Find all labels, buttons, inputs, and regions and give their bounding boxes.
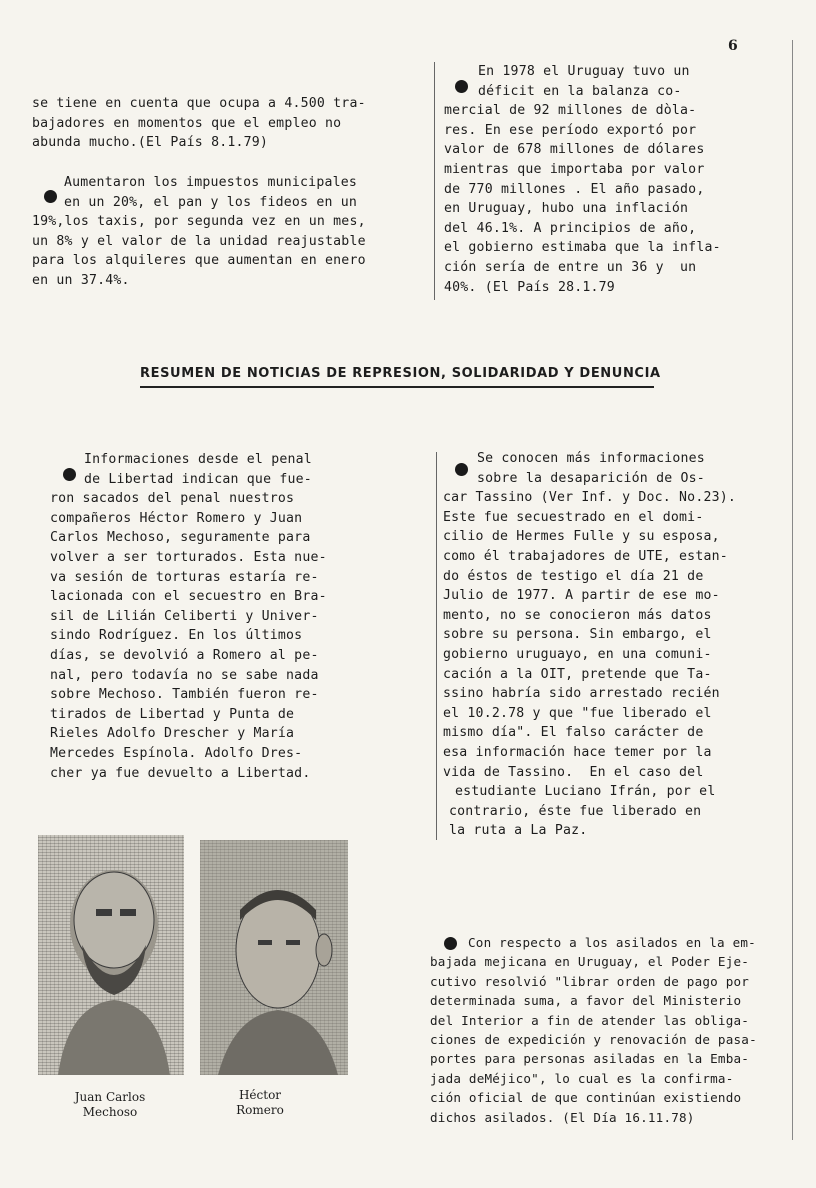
- text-line: bajada mejicana en Uruguay, el Poder Eje-: [430, 954, 750, 970]
- headline-underline: [140, 386, 654, 388]
- text-line: estudiante Luciano Ifrán, por el: [455, 784, 716, 800]
- text-line: ción oficial de que continúan existiendo: [430, 1090, 742, 1106]
- text-line: de Libertad indican que fue-: [84, 471, 312, 487]
- text-line: un 8% y el valor de la unidad reajustable: [32, 233, 366, 249]
- text-line: mercial de 92 millones de dòla-: [444, 103, 697, 119]
- text-line: sil de Lilián Celiberti y Univer-: [50, 608, 319, 624]
- text-line: como él trabajadores de UTE, estan-: [443, 548, 728, 564]
- text-line: mismo día". El falso carácter de: [443, 725, 704, 741]
- text-line: ción sería de entre un 36 y un: [444, 259, 697, 275]
- portrait-illustration: [38, 835, 184, 1075]
- text-line: Se conocen más informaciones: [477, 451, 705, 466]
- text-line: 40%. (El País 28.1.79: [444, 279, 615, 295]
- column-rule: [436, 452, 437, 840]
- caption-line: Mechoso: [82, 1105, 138, 1119]
- taxes-item: [32, 173, 387, 291]
- text-line: compañeros Héctor Romero y Juan: [50, 510, 303, 526]
- margin-rule: [792, 40, 793, 1140]
- text-line: jada deMéjico", lo cual es la confirma-: [430, 1070, 734, 1086]
- top-left-text: [32, 94, 387, 153]
- text-line: días, se devolvió a Romero al pe-: [50, 647, 319, 663]
- text-line: mientras que importaba por valor: [444, 161, 705, 177]
- portrait-photo-romero: [200, 840, 348, 1075]
- text-line: la ruta a La Paz.: [449, 823, 588, 839]
- penal-item: [50, 450, 395, 783]
- text-line: vida de Tassino. En el caso del: [443, 764, 704, 780]
- text-line: Rieles Adolfo Drescher y María: [50, 726, 295, 742]
- text-line: gobierno uruguayo, en una comuni-: [443, 646, 712, 662]
- text-line: del Interior a fin de atender las obliga-: [430, 1012, 750, 1028]
- text-line: sobre su persona. Sin embargo, el: [443, 627, 712, 643]
- text-line: res. En ese período exportó por: [444, 122, 697, 138]
- column-rule: [434, 62, 435, 300]
- text-line: en un 37.4%.: [32, 272, 130, 288]
- text-line: car Tassino (Ver Inf. y Doc. No.23).: [443, 490, 737, 506]
- text-line: Carlos Mechoso, seguramente para: [50, 530, 311, 546]
- text-line: mento, no se conocieron más datos: [443, 607, 712, 623]
- text-line: Mercedes Espínola. Adolfo Dres-: [50, 745, 303, 761]
- text-line: en un 20%, el pan y los fideos en un: [64, 194, 358, 210]
- text-line: el 10.2.78 y que "fue liberado el: [443, 705, 712, 721]
- text-line: 19%,los taxis, por segunda vez en un mes,: [32, 214, 366, 230]
- portrait-photo-mechoso: [38, 835, 184, 1075]
- text-line: de 770 millones . El año pasado,: [444, 181, 705, 197]
- text-line: sobre la desaparición de Os-: [477, 470, 705, 486]
- text-line: sobre Mechoso. También fueron re-: [50, 687, 319, 703]
- text-line: esa información hace temer por la: [443, 744, 712, 760]
- text-line: bajadores en momentos que el empleo no: [32, 115, 342, 131]
- photo-caption-mechoso: [55, 1090, 165, 1120]
- text-line: portes para personas asiladas en la Emba-: [430, 1051, 750, 1067]
- text-line: del 46.1%. A principios de año,: [444, 220, 697, 236]
- page-number: 6: [728, 38, 738, 54]
- portrait-illustration: [200, 840, 348, 1075]
- text-line: determinada suma, a favor del Ministerio: [430, 993, 742, 1009]
- text-line: ron sacados del penal nuestros: [50, 491, 295, 507]
- text-line: En 1978 el Uruguay tuvo un: [478, 64, 690, 79]
- text-line: do éstos de testigo el día 21 de: [443, 568, 704, 584]
- text-line: cilio de Hermes Fulle y su esposa,: [443, 529, 720, 545]
- text-line: cher ya fue devuelto a Libertad.: [50, 765, 311, 781]
- photo-caption-romero: [215, 1088, 305, 1118]
- text-line: sindo Rodríguez. En los últimos: [50, 628, 303, 644]
- caption-line: Juan Carlos: [74, 1090, 146, 1104]
- text-line: nal, pero todavía no se sabe nada: [50, 667, 319, 683]
- text-line: el gobierno estimaba que la infla-: [444, 240, 721, 256]
- text-line: Con respecto a los asilados en la em-: [468, 935, 756, 950]
- text-line: volver a ser torturados. Esta nue-: [50, 549, 327, 565]
- text-line: lacionada con el secuestro en Bra-: [50, 589, 327, 605]
- text-line: en Uruguay, hubo una inflación: [444, 201, 689, 217]
- text-line: ssino habría sido arrestado recién: [443, 686, 720, 702]
- tassino-item: [443, 449, 788, 841]
- text-line: valor de 678 millones de dólares: [444, 142, 705, 158]
- text-line: contrario, éste fue liberado en: [449, 803, 702, 819]
- caption-line: Romero: [236, 1103, 284, 1117]
- caption-line: Héctor: [238, 1088, 282, 1102]
- text-line: ciones de expedición y renovación de pasa-: [430, 1032, 757, 1048]
- text-line: dichos asilados. (El Día 16.11.78): [430, 1109, 695, 1125]
- text-line: abunda mucho.(El País 8.1.79): [32, 135, 269, 151]
- text-line: se tiene en cuenta que ocupa a 4.500 tra-: [32, 96, 366, 111]
- text-line: Informaciones desde el penal: [84, 452, 312, 467]
- deficit-item: [444, 62, 794, 297]
- text-line: Este fue secuestrado en el domi-: [443, 509, 704, 525]
- asilados-item: [430, 933, 790, 1127]
- text-line: Julio de 1977. A partir de ese mo-: [443, 588, 720, 604]
- text-line: tirados de Libertad y Punta de: [50, 706, 295, 722]
- text-line: para los alquileres que aumentan en enero: [32, 253, 366, 269]
- section-headline: RESUMEN DE NOTICIAS DE REPRESION, SOLIDARIDAD Y DENUNCIA: [140, 366, 661, 381]
- text-line: cación a la OIT, pretende que Ta-: [443, 666, 712, 682]
- text-line: va sesión de torturas estaría re-: [50, 569, 319, 585]
- text-line: déficit en la balanza co-: [478, 83, 682, 99]
- text-line: Aumentaron los impuestos municipales: [64, 175, 358, 190]
- text-line: cutivo resolvió "librar orden de pago por: [430, 973, 750, 989]
